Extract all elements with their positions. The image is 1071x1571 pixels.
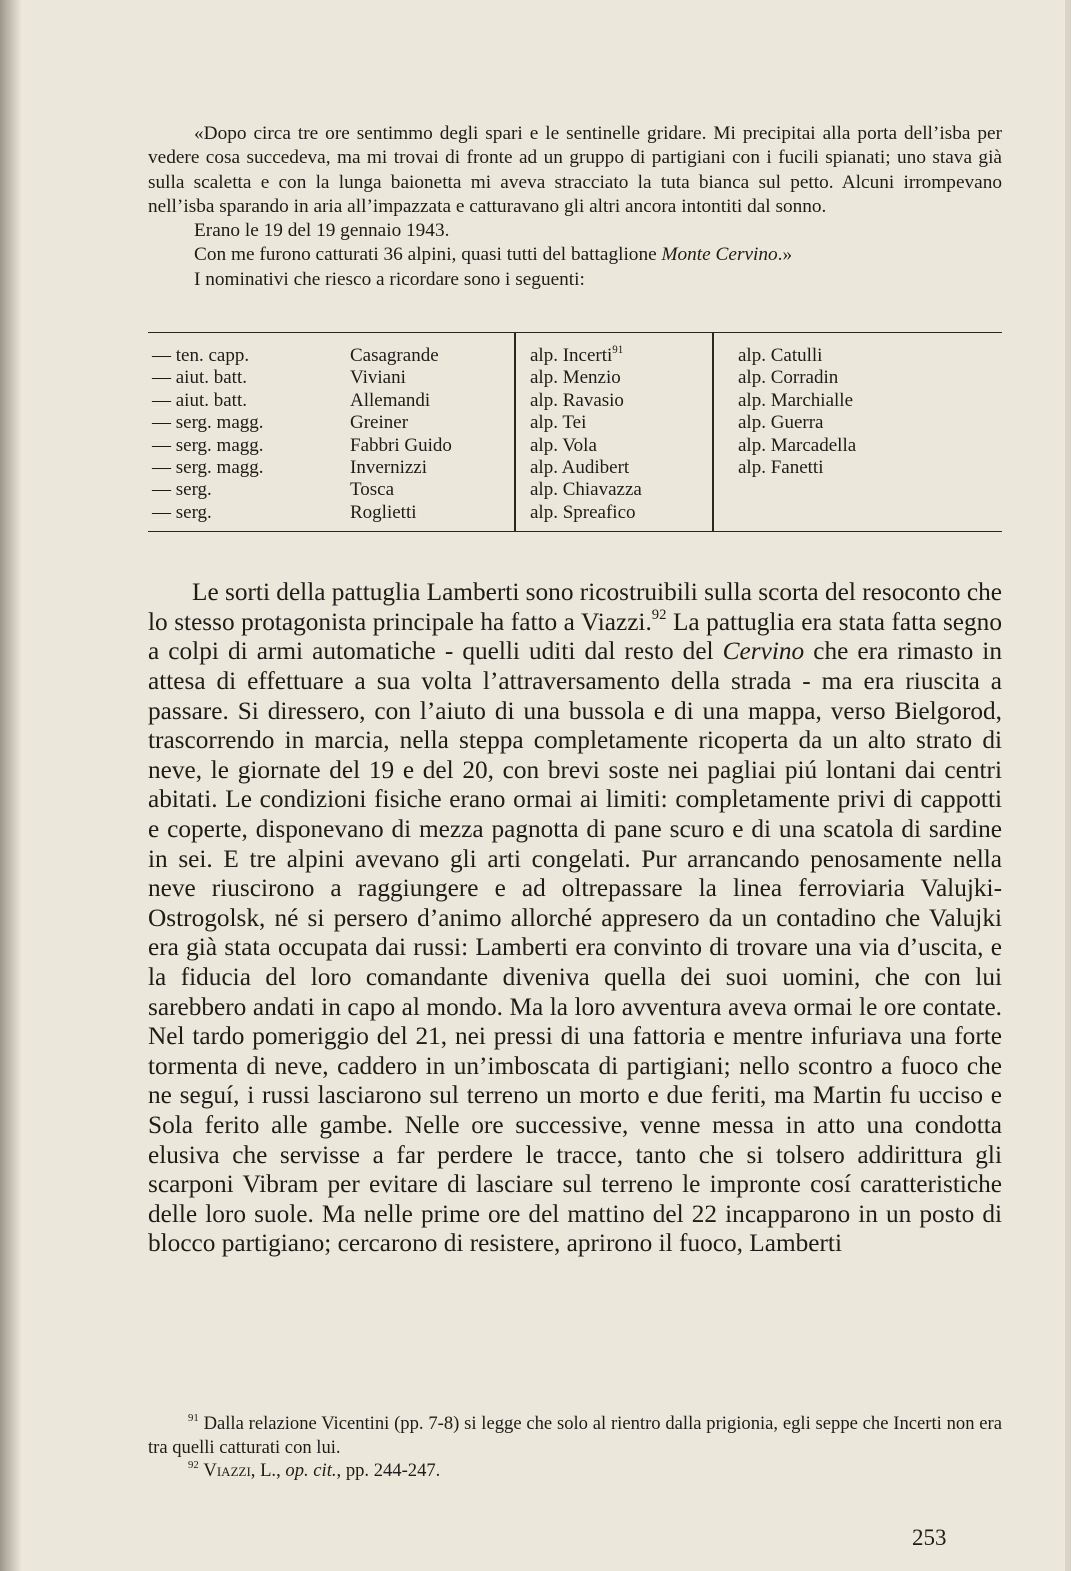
- roster-column-alpini-2: [738, 345, 856, 479]
- roster-column-alpini-1: [530, 345, 642, 524]
- rank-cell: — serg. magg.: [152, 412, 264, 434]
- quote-names-intro: I nominativi che riesco a ricordare sono i seguenti:: [194, 268, 585, 290]
- name-cell: Allemandi: [350, 389, 431, 411]
- alpino-row: alp. Audibert: [530, 457, 630, 479]
- alpino-row: alp. Guerra: [738, 412, 824, 434]
- footnote-91: $^{91}$ Dalla relazione Vicentini (pp. 7-8) si legge che solo al rientro dalla prigionia, egli seppe che Incerti non era tra quelli catturati con lui.: [148, 1411, 1002, 1458]
- alpino-row: alp. Chiavazza: [530, 479, 642, 501]
- alpino-row: alp. Marchialle: [738, 389, 854, 411]
- battalion-name: Monte Cervino: [661, 244, 778, 266]
- alpino-row: alp. Marcadella: [738, 434, 857, 456]
- alpino-row: alp. Corradin: [738, 367, 839, 389]
- column-divider: [712, 333, 714, 531]
- alpino-row: alp. Spreafico: [530, 501, 636, 523]
- alpino-row: alp. Ravasio: [530, 389, 624, 411]
- footnote-92: $^{92}$ Viazzi, L., op. cit., pp. 244-247.: [188, 1458, 441, 1481]
- alpino-row: alp. Menzio: [530, 367, 621, 389]
- rank-cell: — serg. magg.: [152, 434, 264, 456]
- footnotes: [148, 1412, 1002, 1483]
- alpino-row: alp. Tei: [530, 412, 587, 434]
- page-edge: [1065, 0, 1071, 1571]
- alpino-row: alp. Vola: [530, 434, 597, 456]
- prisoner-roster-table: [148, 332, 1002, 532]
- rank-cell: — ten. capp.: [152, 345, 250, 366]
- name-cell: Invernizzi: [350, 457, 428, 479]
- footnote-ref-91: 91: [612, 343, 624, 356]
- roster-column-ranks: [152, 345, 264, 524]
- main-paragraph: Le sorti della pattuglia Lamberti sono ricostruibili sulla scorta del resoconto che lo stesso protagonista principale ha fatto a Viazzi.$^{92}$ La pattuglia era stata fatta segno a colpi di armi automatiche - quelli uditi dal resto del Cervino che era rimasto in attesa di effettuare a sua volta l’attraversamento della strada - ma era riuscita a passare. Si diressero, con l’aiuto di una bussola e di una mappa, verso Bielgorod, trascorrendo in marcia, nella steppa completamente ricoperta da un alto strato di neve, le giornate del 19 e del 20, con brevi soste nei pagliai piú lontani dai centri abitati. Le condizioni fisiche erano ormai ai limiti: completamente privi di cappotti e coperte, disponevano di mezza pagnotta di pane scuro e di una scatola di sardine in sei. E tre alpini avevano gli arti congelati. Pur arrancando penosamente nella neve riuscirono a raggiungere e ad oltrepassare la linea ferroviaria Valujki-Ostrogolsk, né si persero d’animo allorché appresero da un contadino che Valujki era già stata occupata dai russi: Lamberti era convinto di trovare una via d’uscita, e la fiducia del loro comandante diveniva quella dei suoi uomini, che con lui sarebbero andati in capo al mondo. Ma la loro avventura aveva ormai le ore contate. Nel tardo pomeriggio del 21, nei pressi di una fattoria e mentre infuriava una forte tormenta di neve, caddero in un’imboscata di partigiani; nello scontro a fuoco che ne seguí, i russi lasciarono sul terreno un morto e due feriti, ma Martin fu ucciso e Sola ferito alle gambe. Nelle ore successive, venne messa in atto una condotta elusiva che servisse a far perdere le tracce, tanto che si tolsero addirittura gli scarponi Vibram per evitare di lasciare sul terreno le impronte cosí caratteristiche delle loro suole. Ma nelle prime ore del mattino del 22 incapparono in un posto di blocco partigiano; cercarono di resistere, aprirono il fuoco, Lamberti: [148, 578, 1002, 1258]
- quoted-testimony: [148, 122, 1002, 292]
- rank-cell: — serg.: [152, 479, 212, 501]
- name-cell: Tosca: [350, 479, 395, 501]
- italic-cervino: Cervino: [722, 637, 805, 666]
- name-cell: Viviani: [350, 367, 406, 389]
- column-divider: [514, 333, 516, 531]
- page-number: 253: [912, 1525, 947, 1550]
- roster-column-names: [350, 345, 452, 524]
- alpino-row: alp. Catulli: [738, 345, 823, 366]
- quote-capture-line: Con me furono catturati 36 alpini, quasi tutti del battaglione Monte Cervino.»: [194, 244, 793, 266]
- rank-cell: — aiut. batt.: [152, 389, 247, 411]
- footnote-ref-92: 92: [651, 606, 667, 623]
- name-cell: Fabbri Guido: [350, 434, 452, 456]
- quote-paragraph: «Dopo circa tre ore sentimmo degli spari e le sentinelle gridare. Mi precipitai alla porta dell’isba per vedere cosa succedeva, ma mi trovai di fronte ad un gruppo di partigiani con i fucili spianati; uno stava già sulla scaletta e con la lunga baionetta mi aveva stracciato la tuta bianca sul petto. Alcuni irrompevano nell’isba sparando in aria all’impazzata e catturavano gli altri ancora intontiti dal sonno.: [148, 123, 1002, 217]
- name-cell: Casagrande: [350, 345, 439, 366]
- quote-date-line: Erano le 19 del 19 gennaio 1943.: [194, 220, 450, 242]
- name-cell: Roglietti: [350, 501, 417, 523]
- alpino-row: alp. Incerti$^{91}$: [530, 343, 624, 366]
- rank-cell: — serg.: [152, 501, 212, 523]
- alpino-row: alp. Fanetti: [738, 457, 824, 479]
- rank-cell: — aiut. batt.: [152, 367, 247, 389]
- book-spine-shadow: [0, 0, 22, 1571]
- rank-cell: — serg. magg.: [152, 457, 264, 479]
- name-cell: Greiner: [350, 412, 409, 434]
